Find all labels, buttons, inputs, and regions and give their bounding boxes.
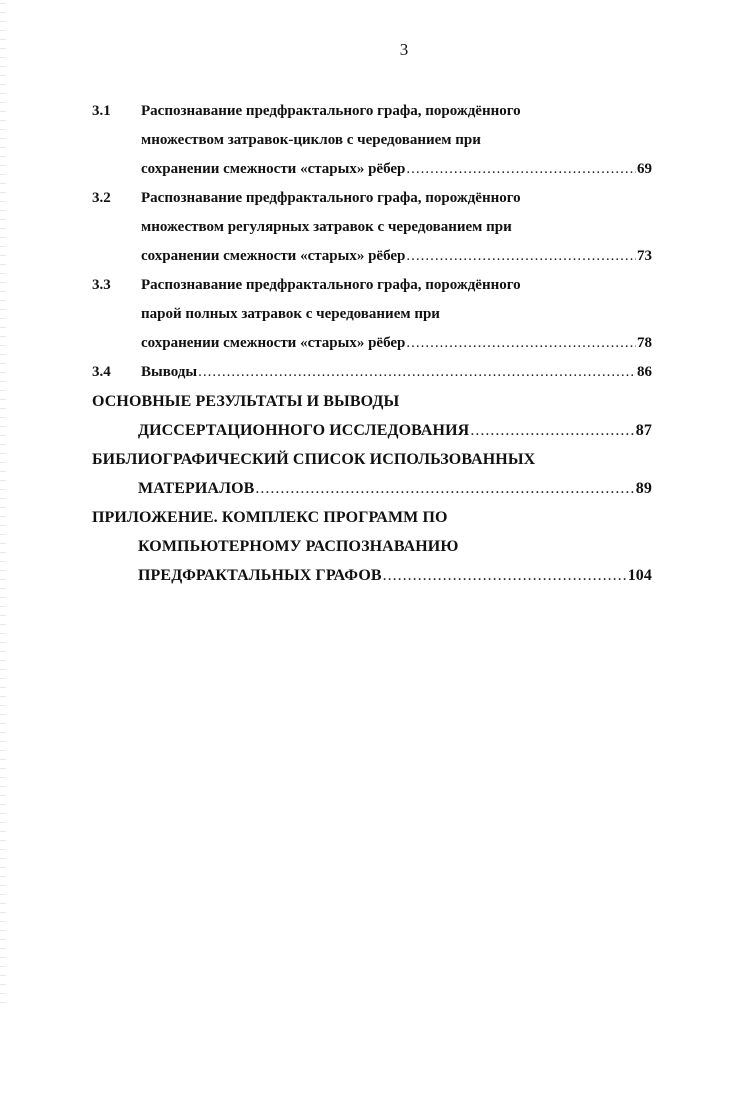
- toc-entry-page: 69: [637, 161, 652, 177]
- leader-dots: [470, 416, 634, 445]
- toc-entry-title-line: МАТЕРИАЛОВ: [138, 480, 255, 497]
- toc-entry-page: 87: [635, 422, 652, 439]
- toc-entry-page: 78: [637, 335, 652, 351]
- toc-entry-title-line: ДИССЕРТАЦИОННОГО ИССЛЕДОВАНИЯ: [138, 422, 470, 439]
- toc-entry-page: 86: [637, 364, 652, 380]
- toc-entry-title-line: Распознавание предфрактального графа, порождённого: [141, 277, 521, 293]
- toc-entry-3-1: [92, 97, 652, 184]
- toc-entry-number: 3.1: [92, 103, 111, 119]
- toc-entry-page: 73: [637, 248, 652, 264]
- toc-entry-page: 104: [627, 567, 652, 584]
- toc-entry-title-line: БИБЛИОГРАФИЧЕСКИЙ СПИСОК ИСПОЛЬЗОВАННЫХ: [92, 451, 536, 468]
- toc-entry-number: 3.3: [92, 277, 111, 293]
- toc-entry-results: [92, 387, 652, 445]
- toc-entry-title-line: сохранении смежности «старых» рёбер: [141, 248, 406, 264]
- table-of-contents: [92, 97, 652, 590]
- toc-entry-title-line: ПРИЛОЖЕНИЕ. КОМПЛЕКС ПРОГРАММ ПО: [92, 509, 448, 526]
- leader-dots: [406, 155, 636, 184]
- toc-entry-title-line: Выводы: [141, 364, 198, 380]
- toc-entry-bibliography: [92, 445, 652, 503]
- toc-entry-title-line: ПРЕДФРАКТАЛЬНЫХ ГРАФОВ: [138, 567, 382, 584]
- toc-entry-title-line: парой полных затравок с чередованием при: [141, 306, 440, 322]
- toc-entry-appendix: [92, 503, 652, 590]
- toc-entry-title-line: сохранении смежности «старых» рёбер: [141, 161, 406, 177]
- toc-entry-title-line: Распознавание предфрактального графа, порождённого: [141, 190, 521, 206]
- leader-dots: [406, 242, 636, 271]
- leader-dots: [406, 329, 636, 358]
- toc-entry-title-line: сохранении смежности «старых» рёбер: [141, 335, 406, 351]
- toc-entry-title-line: множеством затравок-циклов с чередованием при: [141, 132, 481, 148]
- toc-entry-3-3: [92, 271, 652, 358]
- toc-entry-page: 89: [635, 480, 652, 497]
- toc-entry-number: 3.4: [92, 364, 111, 380]
- scan-edge-noise: [0, 0, 6, 1010]
- page-number: 3: [399, 40, 409, 59]
- toc-entry-title-line: ОСНОВНЫЕ РЕЗУЛЬТАТЫ И ВЫВОДЫ: [92, 393, 400, 410]
- toc-entry-3-4: [92, 358, 652, 387]
- toc-entry-title-line: множеством регулярных затравок с чередованием при: [141, 219, 512, 235]
- toc-entry-3-2: [92, 184, 652, 271]
- toc-entry-title-line: Распознавание предфрактального графа, порождённого: [141, 103, 521, 119]
- leader-dots: [198, 358, 636, 387]
- leader-dots: [383, 561, 627, 590]
- leader-dots: [255, 474, 634, 503]
- toc-entry-title-line: КОМПЬЮТЕРНОМУ РАСПОЗНАВАНИЮ: [138, 538, 459, 555]
- toc-entry-number: 3.2: [92, 190, 111, 206]
